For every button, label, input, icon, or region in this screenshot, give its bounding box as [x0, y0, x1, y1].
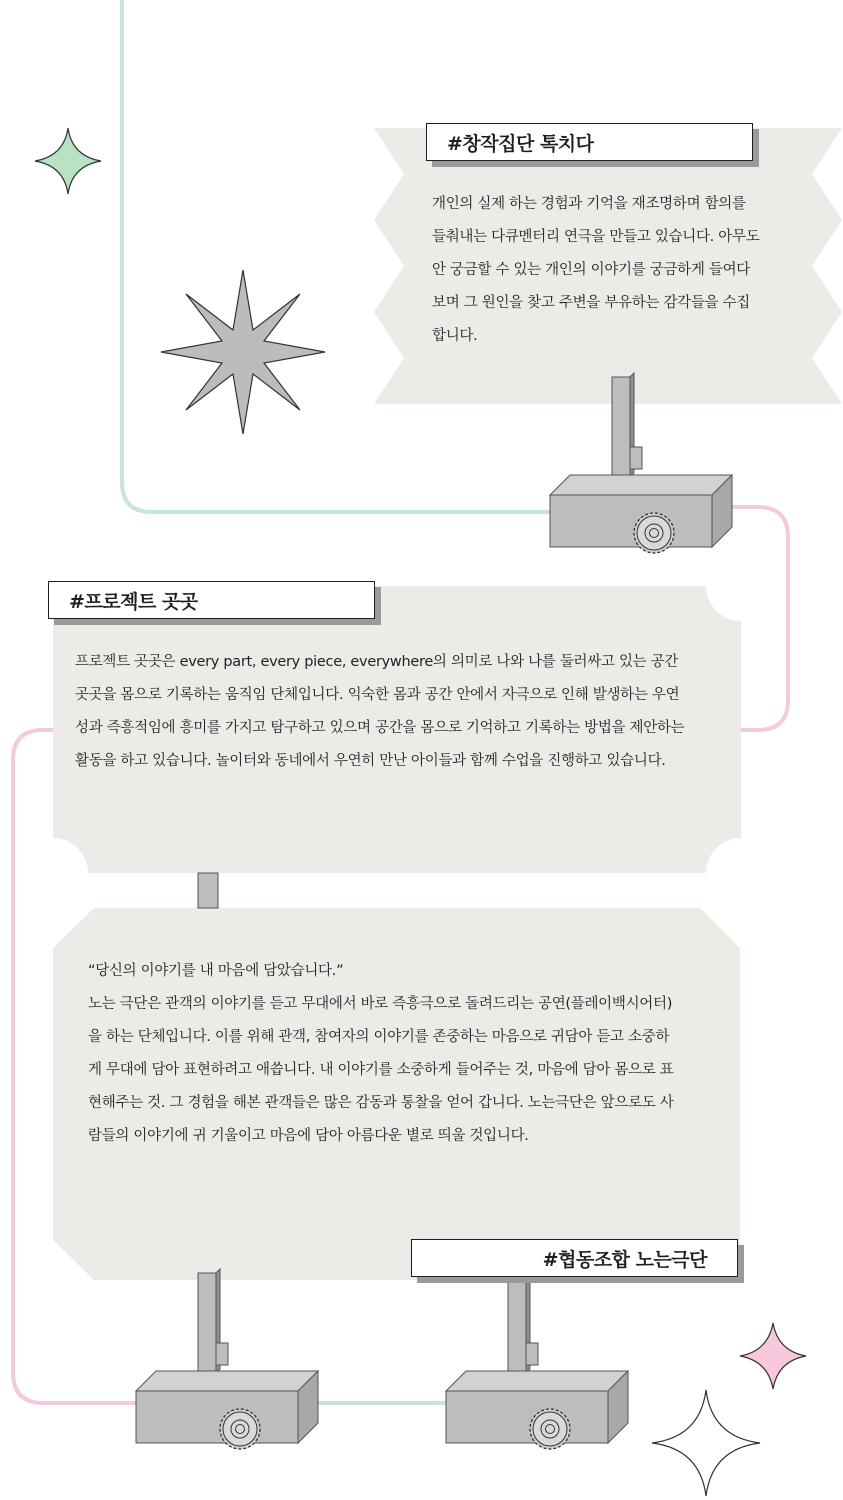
connector-post: [198, 873, 218, 908]
tag-noneun: [411, 1239, 738, 1277]
section-body-text: 노는 극단은 관객의 이야기를 듣고 무대에서 바로 즉흥극으로 돌려드리는 공연(플레이백시어터)을 하는 단체입니다. 이를 위해 관객, 참여자의 이야기를 존중하는 마음으로 귀담아 듣고 소중하게 무대에 담아 표현하려고 애씁니다. 내 이야기를 소중하게 들어주는 것, 마음에 담아 몸으로 표현해주는 것. 그 경험을 해본 관객들은 많은 감동과 통찰을 얻어 갑니다. 노는극단은 앞으로도 사람들의 이야기에 귀 기울이고 마음에 담아 아름다운 별로 띄울 것입니다.: [88, 996, 674, 1144]
robot-cart-icon: [446, 1269, 628, 1449]
sparkle-green-icon: [35, 128, 101, 194]
section-quote: “당신의 이야기를 내 마음에 담았습니다.”: [88, 963, 344, 979]
tag-gotgot: [48, 581, 375, 619]
sparkle-pink-icon: [740, 1323, 806, 1389]
section-body-noneun: [88, 955, 676, 1153]
section-title: #프로젝트 곳곳: [69, 590, 198, 613]
sparkle-outline-icon: [652, 1390, 760, 1496]
compass-star-icon: [161, 270, 325, 434]
tag-tokchida: [426, 123, 753, 161]
section-title: #협동조합 노는극단: [542, 1248, 707, 1271]
robot-cart-icon: [136, 1269, 318, 1449]
section-title: #창작집단 톡치다: [447, 132, 594, 155]
section-body-tokchida: 개인의 실제 하는 경험과 기억을 재조명하며 함의를 들춰내는 다큐멘터리 연극을 만들고 있습니다. 아무도 안 궁금할 수 있는 개인의 이야기를 궁금하게 들여다보며 그 원인을 찾고 주변을 부유하는 감각들을 수집합니다.: [432, 196, 760, 344]
section-body-gotgot: 프로젝트 곳곳은 every part, every piece, everywhere의 의미로 나와 나를 둘러싸고 있는 공간 곳곳을 몸으로 기록하는 움직임 단체입니다. 익숙한 몸과 공간 안에서 자극으로 인해 발생하는 우연성과 즉흥적임에 흥미를 가지고 탐구하고 있으며 공간을 몸으로 기억하고 기록하는 방법을 제안하는 활동을 하고 있습니다. 놀이터와 동네에서 우연히 만난 아이들과 함께 수업을 진행하고 있습니다.: [75, 654, 685, 769]
